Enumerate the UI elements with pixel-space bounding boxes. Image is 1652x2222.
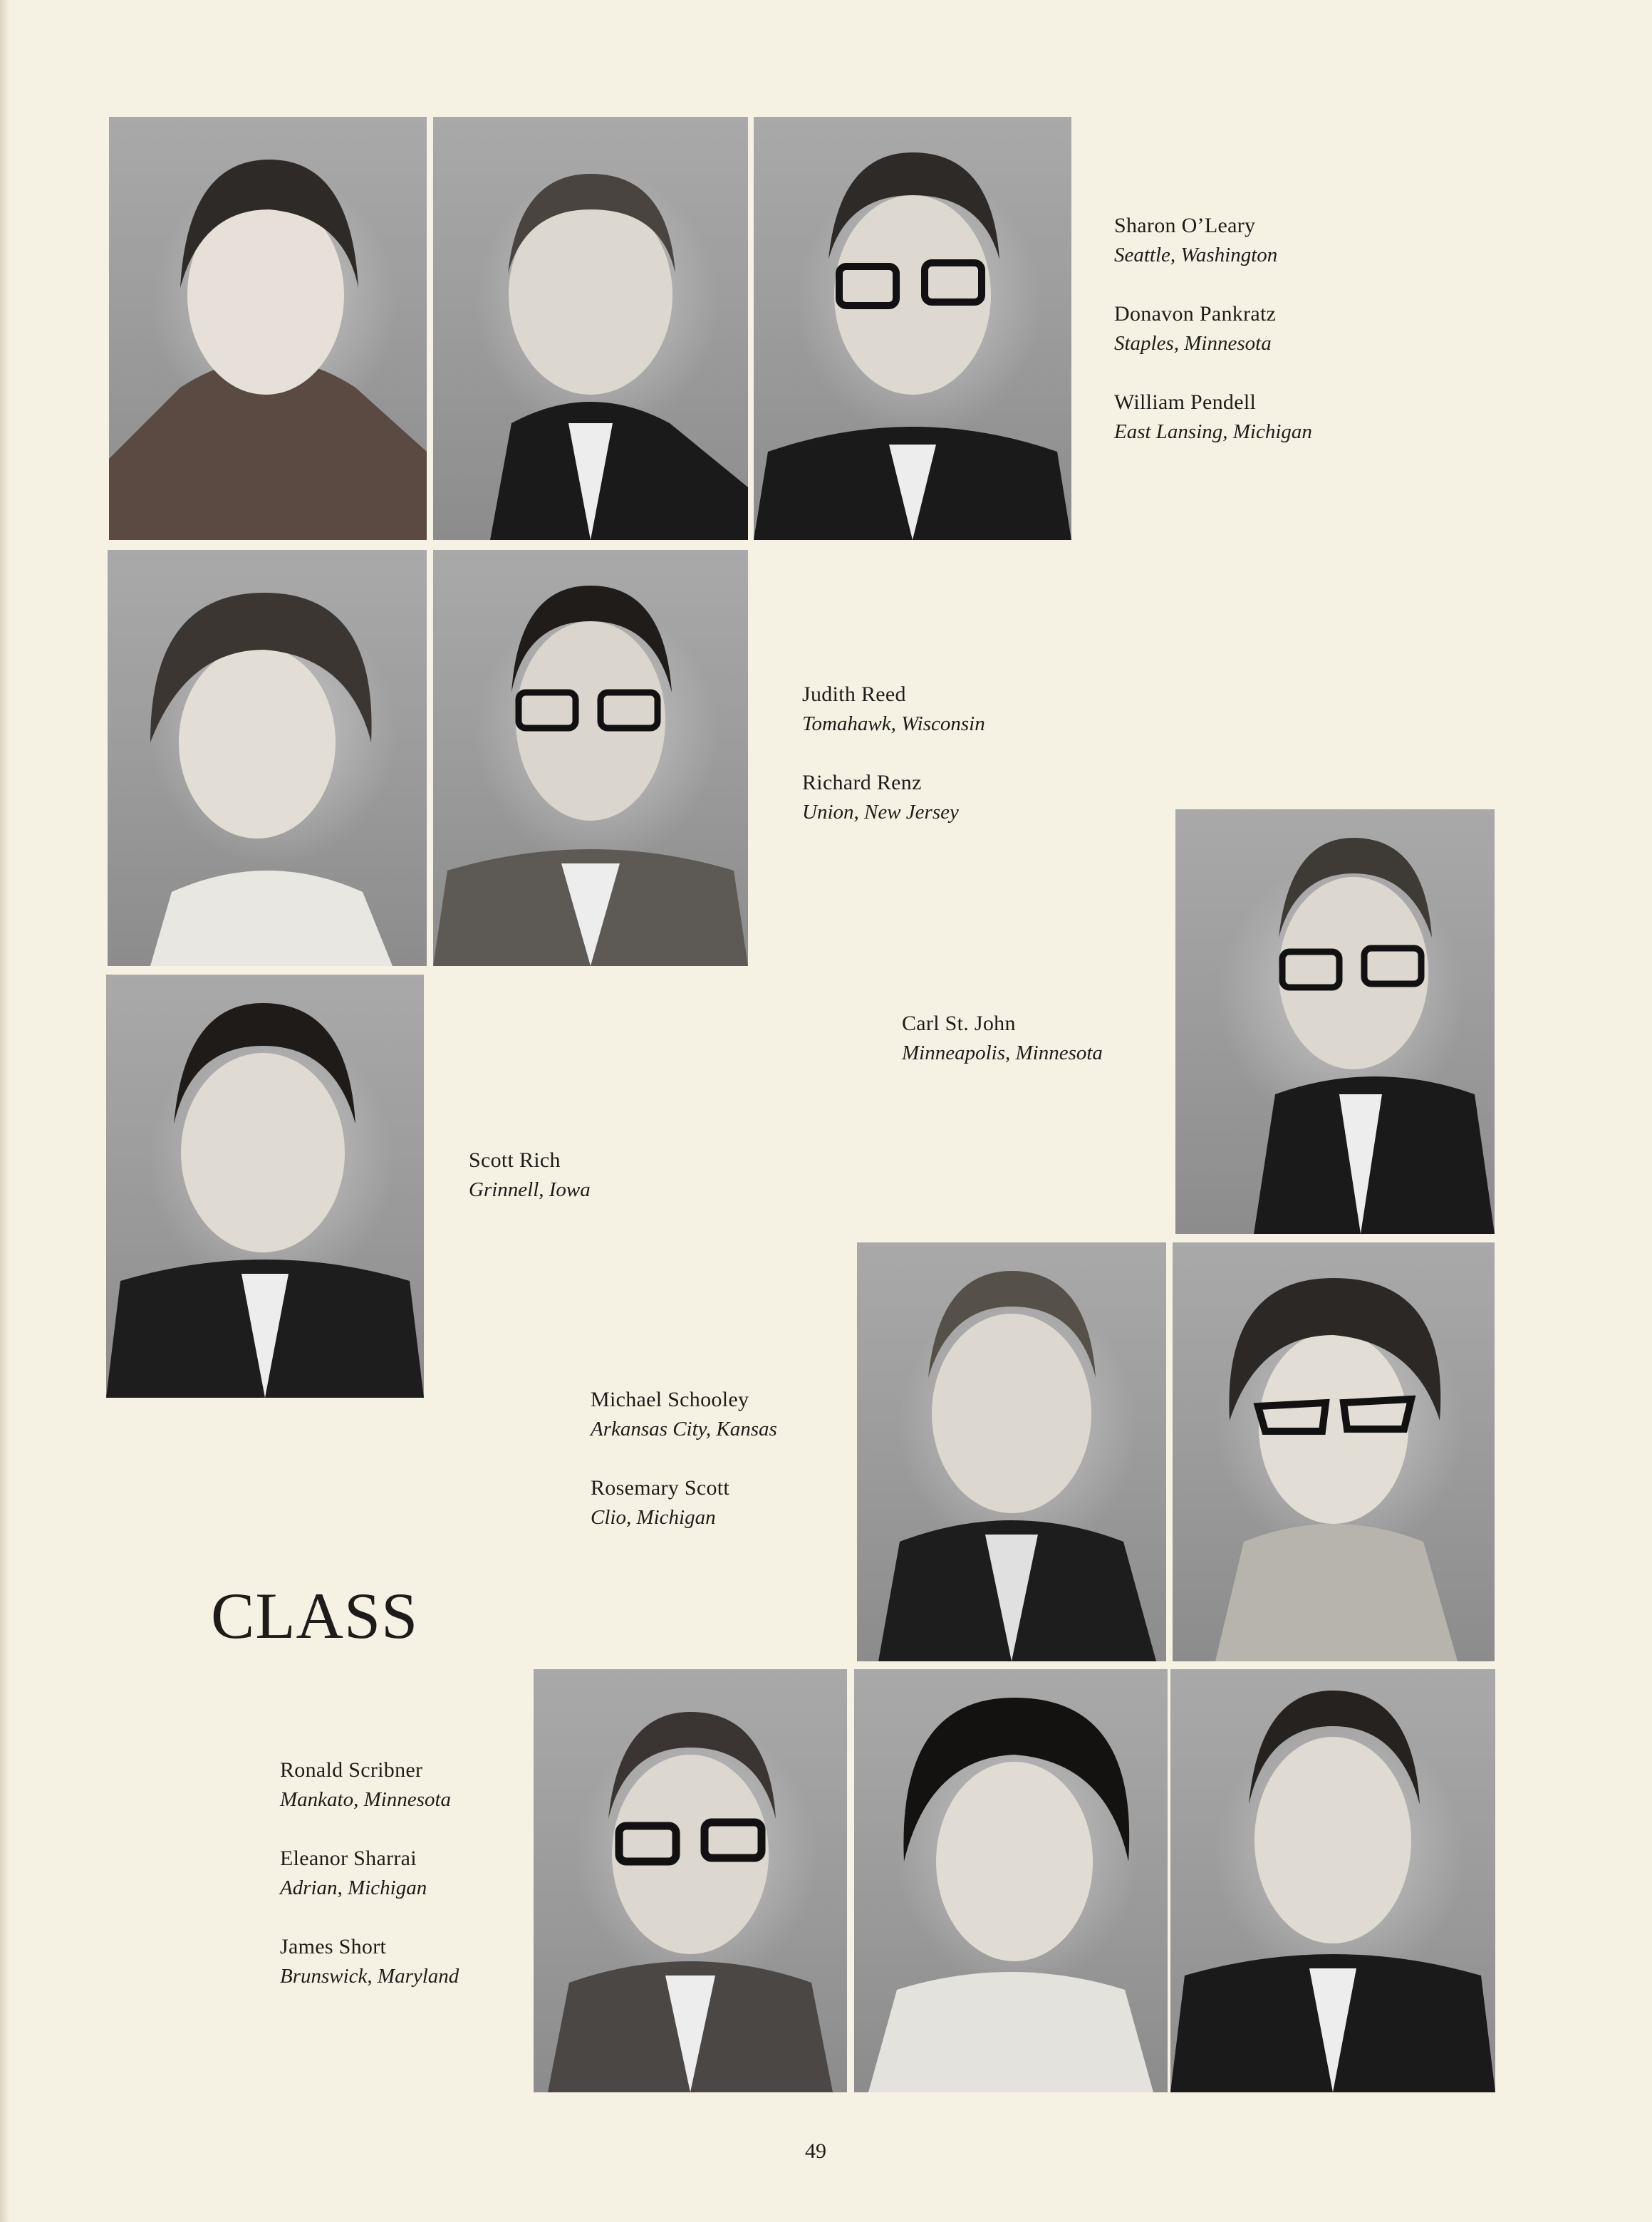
- caption-group-scott: [469, 1146, 591, 1204]
- student-name: Sharon O’Leary: [1114, 214, 1256, 237]
- caption-entry: [280, 1755, 459, 1814]
- caption-group-row2: [802, 680, 985, 826]
- student-hometown: Clio, Michigan: [591, 1506, 716, 1529]
- student-hometown: Minneapolis, Minnesota: [902, 1042, 1103, 1064]
- student-name: Rosemary Scott: [591, 1476, 730, 1500]
- student-name: Donavon Pankratz: [1114, 302, 1277, 326]
- caption-entry: [802, 768, 985, 826]
- portrait-judith-reed: [108, 550, 427, 966]
- caption-entry: [591, 1385, 777, 1443]
- portrait-silhouette: [754, 117, 1071, 540]
- portrait-carl-st-john: [1175, 809, 1495, 1234]
- caption-entry: [280, 1844, 459, 1902]
- portrait-silhouette: [109, 117, 427, 540]
- student-hometown: East Lansing, Michigan: [1114, 420, 1312, 443]
- portrait-silhouette: [1175, 809, 1495, 1234]
- caption-entry: [1114, 388, 1312, 446]
- portrait-michael-schooley: [857, 1242, 1166, 1661]
- portrait-rosemary-scott: [1173, 1242, 1495, 1661]
- portrait-william-pendell: [754, 117, 1071, 540]
- portrait-donavon-pankratz: [433, 117, 748, 540]
- student-hometown: Brunswick, Maryland: [280, 1965, 459, 1988]
- portrait-silhouette: [433, 550, 748, 966]
- caption-entry: [1114, 299, 1312, 358]
- student-name: Carl St. John: [902, 1012, 1016, 1035]
- caption-group-schooley-scott: [591, 1385, 777, 1532]
- student-name: Scott Rich: [469, 1148, 561, 1172]
- caption-entry: [280, 1932, 459, 1990]
- page-number: 49: [805, 2139, 826, 2163]
- student-name: Judith Reed: [802, 682, 906, 706]
- portrait-sharon-oleary: [109, 117, 427, 540]
- student-name: Richard Renz: [802, 771, 922, 794]
- caption-entry: [469, 1146, 591, 1204]
- portrait-silhouette: [106, 975, 424, 1398]
- caption-group-carl: [902, 1009, 1103, 1067]
- portrait-richard-renz: [433, 550, 748, 966]
- student-name: Ronald Scribner: [280, 1758, 423, 1782]
- portrait-silhouette: [108, 550, 427, 966]
- student-name: William Pendell: [1114, 390, 1257, 414]
- student-hometown: Grinnell, Iowa: [469, 1178, 591, 1201]
- portrait-ronald-scribner: [534, 1669, 847, 2092]
- page-binding-edge: [0, 0, 10, 2222]
- student-hometown: Seattle, Washington: [1114, 244, 1278, 266]
- portrait-james-short: [1170, 1669, 1495, 2092]
- portrait-silhouette: [854, 1669, 1168, 2092]
- portrait-eleanor-sharrai: [854, 1669, 1168, 2092]
- portrait-silhouette: [1170, 1669, 1495, 2092]
- student-hometown: Mankato, Minnesota: [280, 1788, 452, 1811]
- portrait-scott-rich: [106, 975, 424, 1398]
- portrait-silhouette: [534, 1669, 847, 2092]
- caption-entry: [1114, 211, 1312, 269]
- student-name: Michael Schooley: [591, 1388, 749, 1411]
- student-hometown: Tomahawk, Wisconsin: [802, 712, 985, 735]
- student-name: Eleanor Sharrai: [280, 1847, 417, 1870]
- section-title: CLASS: [211, 1579, 419, 1652]
- caption-entry: [802, 680, 985, 738]
- portrait-silhouette: [857, 1242, 1166, 1661]
- student-name: James Short: [280, 1935, 387, 1958]
- student-hometown: Staples, Minnesota: [1114, 332, 1272, 355]
- student-hometown: Arkansas City, Kansas: [591, 1418, 777, 1440]
- portrait-silhouette: [1173, 1242, 1495, 1661]
- student-hometown: Adrian, Michigan: [280, 1876, 427, 1899]
- caption-entry: [591, 1473, 777, 1532]
- student-hometown: Union, New Jersey: [802, 801, 959, 824]
- caption-group-bottom: [280, 1755, 459, 1990]
- caption-group-row1: [1114, 211, 1312, 446]
- caption-entry: [902, 1009, 1103, 1067]
- portrait-silhouette: [433, 117, 748, 540]
